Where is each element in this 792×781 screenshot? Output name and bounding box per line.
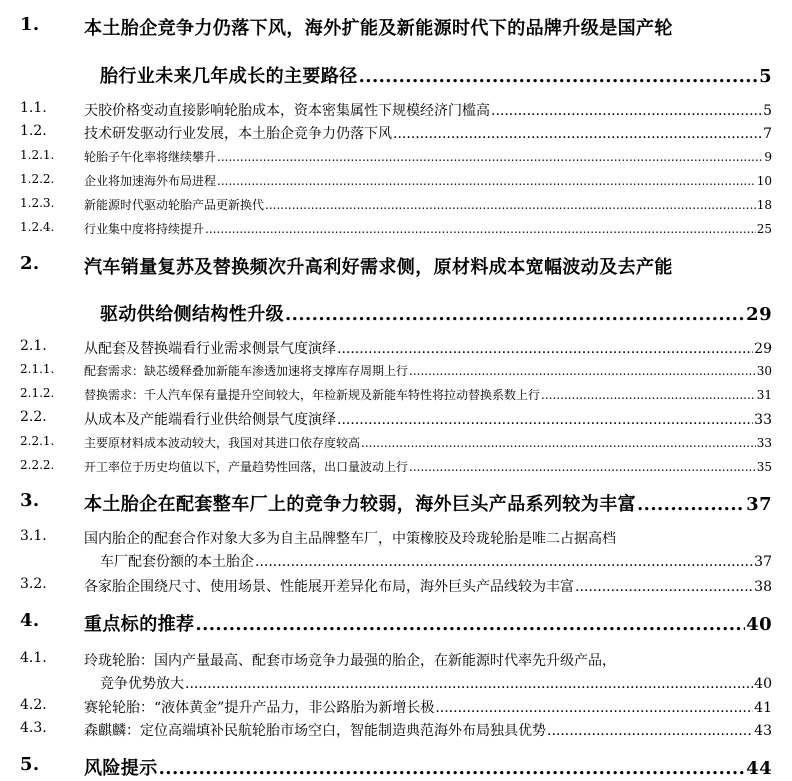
- toc-page-number: 43: [754, 723, 772, 739]
- toc-leader: [435, 700, 753, 716]
- toc-leader: [393, 126, 762, 142]
- toc-page-number: 7: [763, 126, 772, 142]
- toc-leader: [159, 758, 746, 779]
- toc-number: 4.: [20, 610, 40, 631]
- toc-page-number: 33: [756, 436, 772, 450]
- toc-title: 重点标的推荐: [84, 614, 195, 635]
- toc-title: 各家胎企围绕尺寸、使用场景、性能展开差异化布局，海外巨头产品线较为丰富: [84, 579, 574, 595]
- toc-page-number: 29: [754, 341, 772, 357]
- toc-number: 3.1.: [20, 528, 47, 544]
- toc-title: 从成本及产能端看行业供给侧景气度演绎: [84, 412, 336, 428]
- toc-number: 1.1.: [20, 100, 47, 116]
- toc-title: 驱动供给侧结构性升级: [100, 304, 284, 325]
- toc-title: 从配套及替换端看行业需求侧景气度演绎: [84, 341, 336, 357]
- toc-leader: [217, 150, 763, 164]
- toc-title-line: 汽车销量复苏及替换频次升高利好需求侧，原材料成本宽幅波动及去产能: [84, 257, 673, 278]
- toc-title: 森麒麟：定位高端填补民航轮胎市场空白，智能制造典范海外布局独具优势: [84, 723, 546, 739]
- toc-number: 1.2.2.: [20, 172, 55, 186]
- toc-page-number: 35: [756, 460, 772, 474]
- toc-page-number: 9: [764, 150, 772, 164]
- toc-leader: [205, 222, 756, 236]
- toc-number: 2.2.1.: [20, 434, 55, 448]
- toc-title: 车厂配套份额的本土胎企: [100, 554, 254, 570]
- toc-leader: [337, 341, 753, 357]
- toc-title-line: 国内胎企的配套合作对象大多为自主品牌整车厂，中策橡胶及玲珑轮胎是唯二占据高档: [84, 531, 616, 547]
- toc-title: 本土胎企在配套整车厂上的竞争力较弱，海外巨头产品系列较为丰富: [84, 494, 636, 515]
- toc-leader: [409, 364, 756, 378]
- toc-page-number: 31: [756, 388, 772, 402]
- toc-leader: [285, 304, 745, 325]
- toc-page-number: 5: [763, 103, 772, 119]
- toc-page-number: 40: [754, 676, 772, 692]
- toc-number: 1.2.1.: [20, 148, 55, 162]
- toc-leader: [361, 436, 756, 450]
- toc-number: 2.1.2.: [20, 386, 55, 400]
- toc-page-number: 10: [756, 174, 772, 188]
- toc-number: 4.3.: [20, 720, 47, 736]
- toc-title-line: 本土胎企竞争力仍落下风，海外扩能及新能源时代下的品牌升级是国产轮: [84, 18, 673, 39]
- toc-page-number: 29: [746, 304, 772, 325]
- toc-title: 技术研发驱动行业发展，本土胎企竞争力仍落下风: [84, 126, 392, 142]
- toc-number: 3.: [20, 490, 40, 511]
- toc-leader: [337, 412, 753, 428]
- toc-title: 竞争优势放大: [100, 676, 184, 692]
- toc-number: 2.1.1.: [20, 362, 55, 376]
- toc-title: 轮胎子午化率将继续攀升: [84, 150, 217, 164]
- toc-title-line: 玲珑轮胎：国内产量最高、配套市场竞争力最强的胎企，在新能源时代率先升级产品，: [84, 653, 616, 669]
- toc-number: 2.: [20, 253, 40, 274]
- toc-number: 2.2.: [20, 409, 47, 425]
- toc-leader: [359, 66, 758, 87]
- toc-number: 2.1.: [20, 338, 47, 354]
- toc-number: 4.2.: [20, 697, 47, 713]
- toc-title: 赛轮轮胎：“液体黄金”提升产品力，非公路胎为新增长极: [84, 700, 435, 716]
- toc-page-number: 40: [746, 614, 772, 635]
- toc-leader: [195, 614, 745, 635]
- toc-number: 1.2.3.: [20, 196, 55, 210]
- toc-leader: [185, 676, 753, 692]
- toc-title: 配套需求：缺芯缓释叠加新能车渗透加速将支撑库存周期上行: [84, 364, 409, 378]
- toc-page-number: 41: [754, 700, 772, 716]
- toc-leader: [547, 723, 753, 739]
- toc-page-number: 5: [759, 66, 772, 87]
- toc-title: 开工率位于历史均值以下，产量趋势性回落，出口量波动上行: [84, 460, 409, 474]
- toc-leader: [255, 554, 753, 570]
- toc-leader: [409, 460, 756, 474]
- toc-page-number: 37: [754, 554, 772, 570]
- toc-page-number: 18: [756, 198, 772, 212]
- toc-page-number: 38: [754, 579, 772, 595]
- toc-leader: [575, 579, 753, 595]
- toc-page-number: 33: [754, 412, 772, 428]
- toc-number: 2.2.2.: [20, 458, 55, 472]
- toc-number: 1.: [20, 14, 40, 35]
- toc-title: 主要原材料成本波动较大，我国对其进口依存度较高: [84, 436, 361, 450]
- toc-title: 胎行业未来几年成长的主要路径: [100, 66, 358, 87]
- toc-leader: [491, 103, 762, 119]
- toc-page-number: 30: [756, 364, 772, 378]
- toc-page-number: 25: [756, 222, 772, 236]
- toc-page-number: 37: [746, 494, 772, 515]
- toc-page-number: 44: [746, 758, 772, 779]
- toc-leader: [637, 494, 745, 515]
- toc-title: 风险提示: [84, 758, 158, 779]
- toc-number: 3.2.: [20, 576, 47, 592]
- toc-title: 行业集中度将持续提升: [84, 222, 205, 236]
- toc-number: 1.2.: [20, 123, 47, 139]
- toc-leader: [265, 198, 756, 212]
- toc-title: 企业将加速海外布局进程: [84, 174, 217, 188]
- toc-title: 天胶价格变动直接影响轮胎成本，资本密集属性下规模经济门槛高: [84, 103, 490, 119]
- toc-title: 新能源时代驱动轮胎产品更新换代: [84, 198, 265, 212]
- toc-number: 1.2.4.: [20, 220, 55, 234]
- toc-number: 4.1.: [20, 650, 47, 666]
- toc-leader: [217, 174, 756, 188]
- toc-title: 替换需求：千人汽车保有量提升空间较大，年检新规及新能车特性将拉动替换系数上行: [84, 388, 541, 402]
- toc-number: 5.: [20, 754, 40, 775]
- toc-leader: [541, 388, 756, 402]
